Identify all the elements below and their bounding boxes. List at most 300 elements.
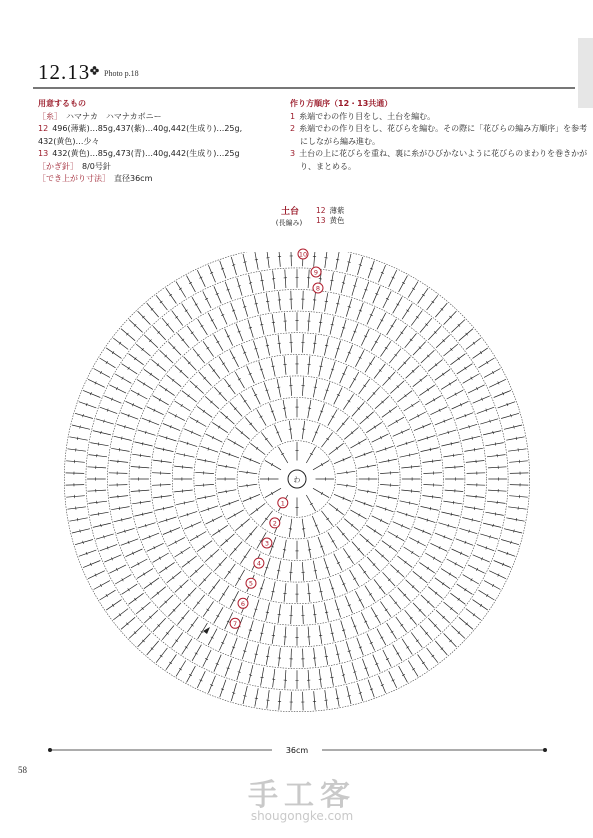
double-crochet-stitch [308,670,309,689]
double-crochet-stitch [175,366,189,379]
stitch-crossbar [472,437,473,440]
stitch-crossbar [325,345,328,346]
double-crochet-stitch [277,379,281,397]
double-crochet-stitch [445,467,464,468]
instruction-step-number: 3 [290,149,296,158]
double-crochet-stitch [240,394,250,409]
double-crochet-stitch [420,318,432,332]
materials-line-text: 432(黄色)…85g,473(青)…40g,442(生成り)…25g [52,149,240,158]
double-crochet-stitch [147,641,159,655]
chart-subtitle: (長編み) [275,219,303,227]
double-crochet-stitch [225,659,231,676]
double-crochet-stitch [452,401,469,409]
double-crochet-stitch [121,329,135,341]
double-crochet-stitch [302,519,305,537]
double-crochet-stitch [167,571,182,583]
double-crochet-stitch [439,430,457,435]
materials-line-prefix: ［糸］ [38,111,62,121]
double-crochet-stitch [466,338,481,349]
chart-title: 土台 [280,207,299,217]
double-crochet-stitch [319,314,322,332]
double-crochet-stitch [466,609,481,620]
double-crochet-stitch [253,341,259,359]
double-crochet-stitch [314,335,316,354]
double-crochet-stitch [147,303,159,317]
double-crochet-stitch [377,313,386,329]
double-crochet-stitch [355,452,373,458]
double-crochet-stitch [404,547,420,557]
double-crochet-stitch [352,402,364,416]
double-crochet-stitch [341,275,345,293]
double-crochet-stitch [473,348,488,359]
double-crochet-stitch [285,670,286,689]
double-crochet-stitch [72,425,90,429]
double-crochet-stitch [450,593,465,604]
double-crochet-stitch [214,607,223,623]
double-crochet-stitch [220,412,234,424]
double-crochet-stitch [257,410,266,426]
double-crochet-stitch [121,539,138,546]
stitch-crossbar [266,612,269,613]
double-crochet-stitch [389,671,397,688]
double-crochet-stitch [273,669,275,688]
double-crochet-stitch [201,506,219,512]
double-crochet-stitch [329,443,344,454]
double-crochet-stitch [346,299,351,317]
double-crochet-stitch [114,518,132,522]
double-crochet-stitch [156,295,167,310]
double-crochet-stitch [302,421,305,439]
double-crochet-stitch [214,387,226,401]
double-crochet-stitch [214,286,221,303]
double-crochet-stitch [321,432,332,447]
double-crochet-stitch [121,413,138,420]
double-crochet-stitch [421,506,439,510]
double-crochet-stitch [212,422,227,432]
double-crochet-stitch [324,558,330,576]
materials-line-text: 496(薄紫)…85g,437(紫)…40g,442(生成り)…25g, [52,124,243,133]
double-crochet-stitch [218,465,236,468]
stitch-crossbar [101,431,102,434]
double-crochet-stitch [382,541,397,552]
double-crochet-stitch [153,460,172,462]
double-crochet-stitch [408,661,418,677]
double-crochet-stitch [302,562,303,581]
double-crochet-stitch [360,534,374,546]
double-crochet-stitch [153,618,166,632]
double-crochet-stitch [459,528,477,533]
double-crochet-stitch [383,572,396,586]
stitch-crossbar [493,524,494,527]
stitch-crossbar [121,518,122,521]
double-crochet-stitch [190,532,206,541]
double-crochet-stitch [109,385,126,393]
double-crochet-stitch [290,562,291,581]
double-crochet-stitch [272,314,275,332]
double-crochet-stitch [264,383,270,401]
double-crochet-stitch [498,550,516,556]
double-crochet-stitch [283,540,286,558]
double-crochet-stitch [402,304,412,320]
double-crochet-stitch [393,645,402,661]
stitch-crossbar [255,303,258,304]
double-crochet-stitch [187,666,196,682]
double-crochet-stitch [277,561,281,579]
stitch-crossbar [409,501,410,504]
double-crochet-stitch [308,400,311,418]
double-crochet-stitch [366,525,381,535]
double-crochet-stitch [393,522,410,530]
double-crochet-stitch [267,690,269,708]
double-crochet-stitch [203,601,214,616]
double-crochet-stitch [203,650,211,667]
double-crochet-stitch [205,549,219,561]
double-crochet-stitch [489,571,506,579]
double-crochet-stitch [224,379,235,394]
double-crochet-stitch [121,617,135,629]
double-crochet-stitch [159,385,174,396]
double-crochet-stitch [138,523,156,528]
double-crochet-stitch [358,683,363,701]
double-crochet-stitch [109,565,126,573]
stitch-crossbar [325,612,328,613]
double-crochet-stitch [318,404,324,422]
double-crochet-stitch [239,484,257,487]
double-crochet-stitch [398,357,411,371]
double-crochet-stitch [362,659,368,676]
double-crochet-stitch [79,402,97,408]
double-crochet-stitch [231,303,238,320]
double-crochet-stitch [279,691,281,710]
double-crochet-stitch [397,511,415,517]
double-crochet-stitch [380,601,391,616]
double-crochet-stitch [225,282,231,299]
stitch-crossbar [453,454,454,457]
double-crochet-stitch [504,425,522,429]
double-crochet-stitch [343,548,353,563]
double-crochet-stitch [172,311,183,326]
double-crochet-stitch [366,422,381,432]
double-crochet-stitch [413,342,426,356]
double-crochet-stitch [219,634,227,651]
double-crochet-stitch [441,442,459,446]
double-crochet-stitch [239,471,257,474]
double-crochet-stitch [271,358,275,376]
double-crochet-stitch [428,326,441,340]
double-crochet-stitch [176,501,194,505]
double-crochet-stitch [201,446,219,452]
double-crochet-stitch [337,484,355,487]
double-crochet-stitch [459,617,473,629]
double-crochet-stitch [477,407,494,413]
double-crochet-stitch [122,364,138,374]
model-number: 12.13 [38,60,91,84]
double-crochet-stitch [303,649,304,668]
double-crochet-stitch [340,366,348,383]
double-crochet-stitch [347,686,351,704]
double-crochet-stitch [380,341,391,356]
legend-number: 13 [316,216,326,225]
stitch-crossbar [142,513,143,516]
double-crochet-stitch [389,349,401,364]
double-crochet-stitch [176,282,186,298]
stitch-crossbar [98,442,99,445]
double-crochet-stitch [419,562,434,573]
double-crochet-stitch [374,364,385,379]
double-crochet-stitch [187,617,198,632]
double-crochet-stitch [334,457,351,464]
double-crochet-stitch [313,488,329,497]
double-crochet-stitch [151,587,165,599]
double-crochet-stitch [174,466,193,468]
double-crochet-stitch [195,472,214,473]
double-crochet-stitch [485,512,503,515]
double-crochet-stitch [344,427,358,439]
double-crochet-stitch [319,625,322,643]
double-crochet-stitch [362,282,368,299]
double-crochet-stitch [153,396,169,405]
double-crochet-stitch [184,522,201,530]
double-crochet-stitch [341,621,346,639]
double-crochet-stitch [330,623,334,641]
double-crochet-stitch [187,276,196,292]
stitch-crossbar [249,283,252,284]
double-crochet-stitch [214,557,226,571]
double-crochet-stitch [289,421,292,439]
double-crochet-stitch [398,588,411,602]
double-crochet-stitch [388,417,404,426]
double-crochet-stitch [224,564,235,579]
stitch-crossbar [336,654,339,655]
double-crochet-stitch [376,446,394,452]
stitch-crossbar [451,442,452,445]
double-crochet-stitch [372,434,389,442]
double-crochet-stitch [270,404,276,422]
double-crochet-stitch [319,358,323,376]
double-crochet-stitch [110,496,129,498]
double-crochet-stitch [68,449,86,451]
double-crochet-stitch [389,270,397,287]
double-crochet-stitch [160,595,174,608]
double-crochet-stitch [464,448,482,451]
chart-top-mask [177,236,417,252]
double-crochet-stitch [153,326,166,340]
double-crochet-stitch [190,417,206,426]
double-crochet-stitch [350,570,359,586]
double-crochet-stitch [135,512,153,516]
double-crochet-stitch [489,379,506,387]
double-crochet-stitch [156,648,167,663]
stitch-crossbar [80,425,81,428]
double-crochet-stitch [203,291,211,308]
double-crochet-stitch [113,338,128,349]
double-crochet-stitch [318,537,324,555]
double-crochet-stitch [245,526,257,540]
double-crochet-stitch [152,473,171,474]
double-crochet-stitch [267,250,269,268]
double-crochet-stitch [345,345,352,362]
double-crochet-stitch [285,627,286,646]
double-crochet-stitch [390,381,404,394]
double-crochet-stitch [435,533,452,540]
double-crochet-stitch [444,633,457,647]
stitch-crossbar [277,570,280,571]
page-number: 58 [18,765,27,775]
double-crochet-stitch [129,593,144,604]
double-crochet-stitch [104,396,121,403]
double-crochet-stitch [131,559,147,568]
double-crochet-stitch [265,488,281,497]
stitch-crossbar [319,366,322,367]
double-crochet-stitch [346,641,351,659]
double-crochet-stitch [209,364,220,379]
stitch-crossbar [493,431,494,434]
materials-line-prefix: ［かぎ針］ [38,161,78,171]
double-crochet-stitch [243,494,260,501]
stitch-crossbar [495,442,496,445]
dimension-endpoint [48,748,52,752]
double-crochet-stitch [393,429,410,437]
double-crochet-stitch [494,561,511,568]
double-crochet-stitch [252,388,260,405]
stitch-crossbar [388,459,389,462]
double-crochet-stitch [383,291,391,308]
stitch-crossbar [272,322,275,323]
legend-color-name: 黄色 [329,216,345,225]
double-crochet-stitch [88,571,105,579]
round-marker-label: 8 [315,284,321,293]
stitch-crossbar [205,459,206,462]
double-crochet-stitch [439,523,457,528]
double-crochet-stitch [113,609,128,620]
double-crochet-stitch [488,490,507,491]
double-crochet-stitch [459,424,477,429]
double-crochet-stitch [377,629,386,645]
double-crochet-stitch [329,579,335,597]
double-crochet-stitch [66,496,85,498]
dimension-endpoint [543,748,547,752]
round-marker-label: 10 [298,250,308,259]
round-marker-label: 2 [272,519,277,528]
double-crochet-stitch [237,662,242,680]
stitch-crossbar [260,324,263,325]
double-crochet-stitch [100,358,116,368]
double-crochet-stitch [335,341,341,359]
double-crochet-stitch [260,623,264,641]
double-crochet-stitch [104,555,121,562]
double-crochet-stitch [195,484,214,485]
double-crochet-stitch [387,623,397,639]
double-crochet-stitch [175,547,191,557]
double-crochet-stitch [314,604,316,623]
stitch-crossbar [226,490,227,493]
double-crochet-stitch [155,448,173,452]
double-crochet-stitch [393,297,402,313]
double-crochet-stitch [175,401,191,411]
double-crochet-stitch [235,372,244,388]
legend-color-name: 薄紫 [329,206,345,215]
double-crochet-stitch [114,436,132,440]
double-crochet-stitch [182,304,192,320]
double-crochet-stitch [351,617,358,634]
double-crochet-stitch [88,379,105,387]
double-crochet-stitch [468,565,485,573]
double-crochet-stitch [355,591,364,608]
double-crochet-stitch [418,288,429,303]
stitch-crossbar [314,387,317,388]
double-crochet-stitch [389,595,401,610]
double-crochet-stitch [314,292,316,311]
stitch-crossbar [243,696,246,697]
double-crochet-stitch [198,319,208,335]
double-crochet-stitch [291,605,292,624]
double-crochet-stitch [265,460,281,469]
round-marker-label: 4 [256,559,261,568]
double-crochet-stitch [230,350,239,367]
double-crochet-stitch [406,580,420,593]
double-crochet-stitch [479,358,495,368]
stitch-crossbar [319,635,322,636]
double-crochet-stitch [423,473,442,474]
double-crochet-stitch [106,600,121,611]
instruction-step-text: 土台の上に花びらを重ね、裏に糸がひびかないように花びらのまわりを巻きかが [299,149,588,158]
double-crochet-stitch [444,602,458,614]
double-crochet-stitch [255,251,258,269]
instruction-step-text: にしながら編み進む。 [300,136,380,146]
double-crochet-stitch [314,648,316,667]
double-crochet-stitch [328,410,337,426]
double-crochet-stitch [358,465,376,468]
double-crochet-stitch [308,356,310,375]
double-crochet-stitch [291,334,292,353]
double-crochet-stitch [319,669,321,688]
double-crochet-stitch [451,626,465,639]
double-crochet-stitch [220,680,226,698]
double-crochet-stitch [237,278,242,296]
double-crochet-stitch [324,603,328,621]
double-crochet-stitch [214,335,223,351]
double-crochet-stitch [352,542,364,556]
instruction-step-text: り、まとめる。 [300,161,356,171]
double-crochet-stitch [380,472,399,473]
double-crochet-stitch [427,295,438,310]
double-crochet-stitch [329,362,335,380]
double-crochet-stitch [396,617,407,632]
double-crochet-stitch [325,250,327,268]
double-crochet-stitch [203,341,214,356]
double-crochet-stitch [254,296,258,314]
double-crochet-stitch [248,621,253,639]
double-crochet-stitch [261,272,264,290]
double-crochet-stitch [230,542,242,556]
double-crochet-stitch [230,591,239,608]
double-crochet-stitch [275,425,282,442]
double-crochet-stitch [355,350,364,367]
double-crochet-stitch [504,529,522,533]
double-crochet-stitch [273,271,275,290]
double-crochet-stitch [423,485,442,486]
double-crochet-stitch [480,534,498,539]
double-crochet-stitch [373,286,380,303]
double-crochet-stitch [111,507,129,510]
double-crochet-stitch [135,442,153,446]
double-crochet-stitch [367,387,379,401]
double-crochet-stitch [208,313,217,329]
stitch-crossbar [516,437,517,440]
stitch-crossbar [430,507,431,510]
double-crochet-stitch [249,275,253,293]
double-crochet-stitch [473,555,490,562]
